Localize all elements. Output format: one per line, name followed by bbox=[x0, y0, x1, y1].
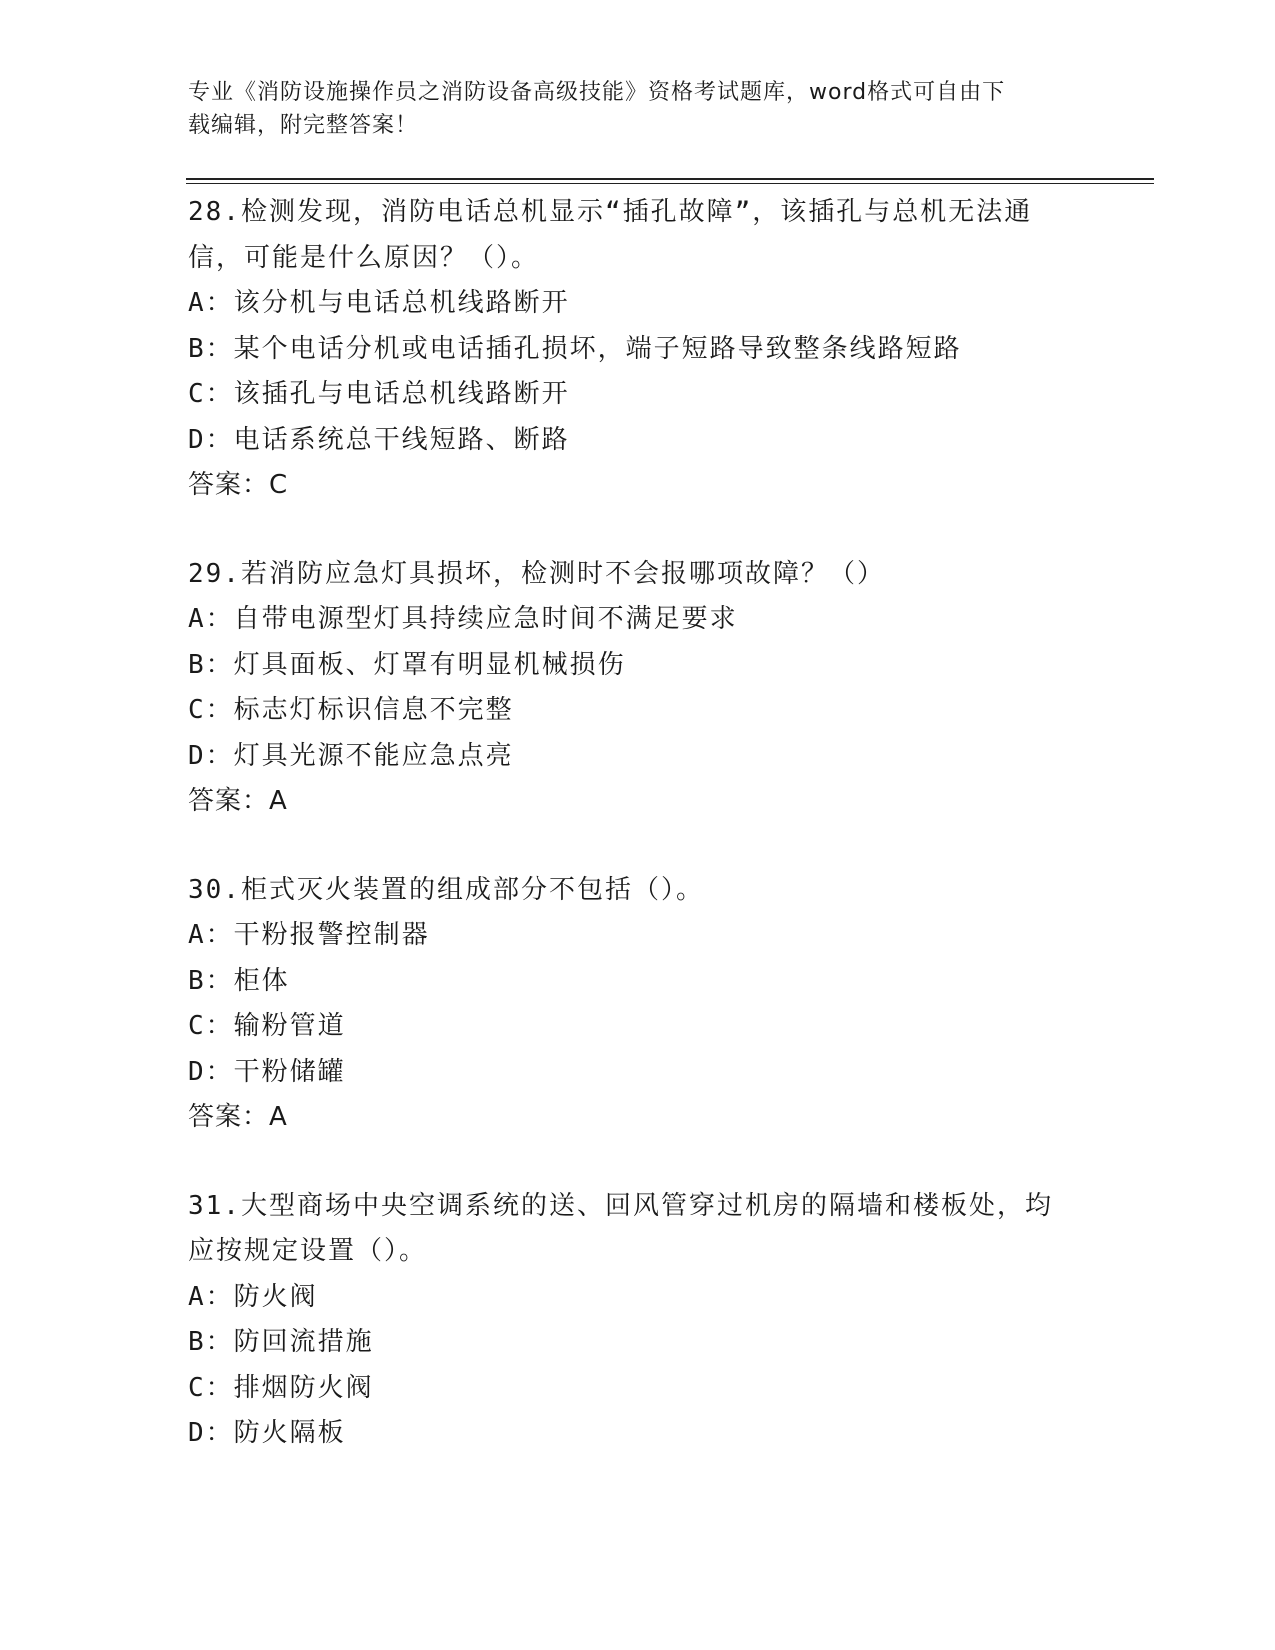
option-a: A：自带电源型灯具持续应急时间不满足要求 bbox=[188, 604, 738, 634]
answer: 答案：A bbox=[188, 786, 288, 816]
header-line-2: 载编辑，附完整答案！ bbox=[188, 113, 419, 138]
question-text: 应按规定设置（）。 bbox=[188, 1236, 428, 1266]
option-a: A：干粉报警控制器 bbox=[188, 920, 430, 950]
header-divider-thin bbox=[186, 183, 1154, 184]
option-b: B：防回流措施 bbox=[188, 1327, 374, 1357]
option-d: D：防火隔板 bbox=[188, 1418, 346, 1448]
option-d: D：电话系统总干线短路、断路 bbox=[188, 424, 570, 455]
document-header bbox=[188, 76, 1068, 142]
header-divider bbox=[186, 178, 1154, 180]
question-29 bbox=[188, 552, 1088, 825]
question-text: 29.若消防应急灯具损坏，检测时不会报哪项故障？（） bbox=[188, 558, 885, 589]
option-a: A：防火阀 bbox=[188, 1281, 318, 1312]
question-list bbox=[188, 190, 1088, 1500]
option-c: C：标志灯标识信息不完整 bbox=[188, 695, 514, 725]
option-c: C：排烟防火阀 bbox=[188, 1372, 374, 1403]
question-30 bbox=[188, 868, 1088, 1141]
option-c: C：该插孔与电话总机线路断开 bbox=[188, 379, 570, 409]
header-line-1: 专业《消防设施操作员之消防设备高级技能》资格考试题库，word格式可自由下 bbox=[188, 80, 1006, 105]
question-28 bbox=[188, 190, 1088, 509]
option-b: B：某个电话分机或电话插孔损坏，端子短路导致整条线路短路 bbox=[188, 333, 962, 364]
question-31 bbox=[188, 1184, 1088, 1457]
option-c: C：输粉管道 bbox=[188, 1011, 346, 1041]
answer: 答案：C bbox=[188, 470, 289, 500]
option-b: B：灯具面板、灯罩有明显机械损伤 bbox=[188, 649, 626, 680]
question-text: 28.检测发现，消防电话总机显示“插孔故障”，该插孔与总机无法通 bbox=[188, 197, 1033, 227]
question-text: 31.大型商场中央空调系统的送、回风管穿过机房的隔墙和楼板处，均 bbox=[188, 1190, 1053, 1221]
option-d: D：干粉储罐 bbox=[188, 1056, 346, 1087]
question-text: 30.柜式灭火装置的组成部分不包括（）。 bbox=[188, 874, 704, 905]
option-b: B：柜体 bbox=[188, 965, 290, 996]
question-text: 信，可能是什么原因？（）。 bbox=[188, 242, 540, 273]
option-d: D：灯具光源不能应急点亮 bbox=[188, 740, 514, 771]
answer: 答案：A bbox=[188, 1102, 288, 1132]
option-a: A：该分机与电话总机线路断开 bbox=[188, 288, 570, 318]
